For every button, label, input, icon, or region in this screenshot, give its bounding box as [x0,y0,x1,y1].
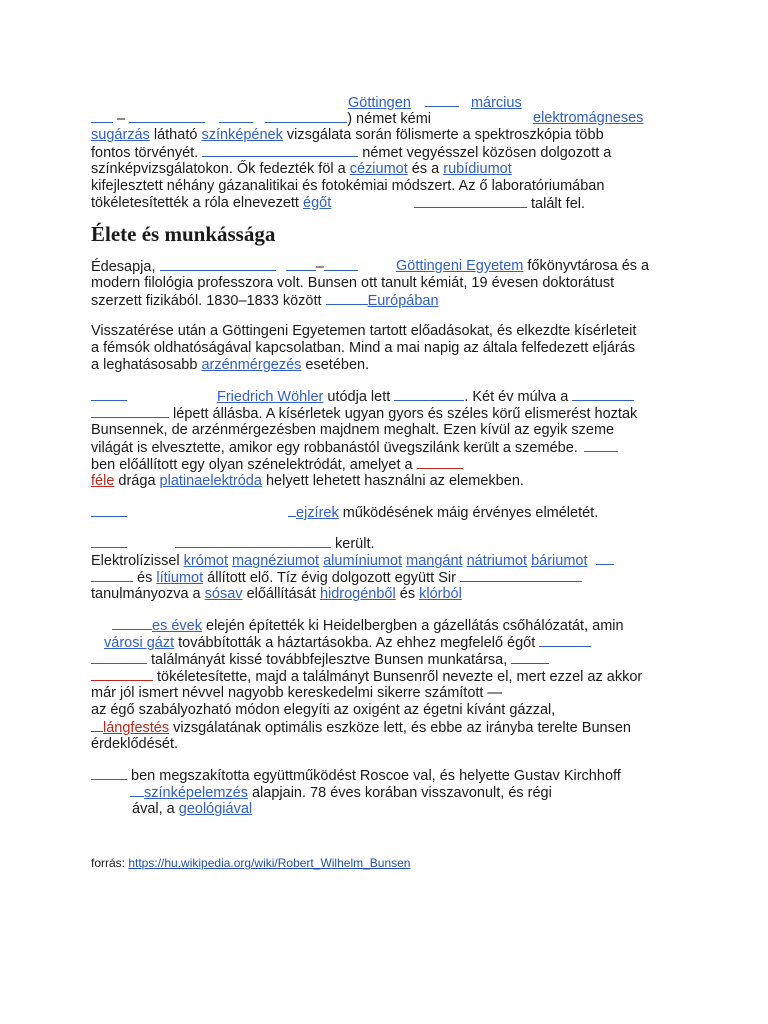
text: érdeklődését. [91,736,179,752]
text: ával, a [132,801,179,817]
text: már jól ismert névvel nagyobb kereskedelmi sikerre számított — [91,685,502,701]
blank [286,258,316,271]
blank [219,110,253,123]
source-link[interactable]: https://hu.wikipedia.org/wiki/Robert_Wilhelm_Bunsen [128,856,411,870]
text: a fémsók oldhatóságával kapcsolatban. Mind a mai napig az általa felfedezett eljárás [91,340,636,356]
blank [584,439,618,452]
intro-line-3 [91,127,604,144]
blank [326,292,368,305]
p3-line-4 [91,439,618,457]
text: szerzett fizikából. 1830–1833 között [91,293,326,309]
blank [324,258,358,271]
source-line [91,856,410,870]
p5-line-3 [91,569,582,587]
blank [265,110,347,123]
text: drága [114,473,160,489]
p4-line-1-right [288,504,598,522]
text: színképvizsgálatokon. Ők fedezték föl a [91,161,350,177]
link-sugarzas[interactable]: sugárzás [91,127,150,143]
link-natriumot[interactable]: nátriumot [466,553,528,569]
blank [91,110,113,123]
p6-line-6 [91,702,555,719]
blank [160,258,276,271]
p1-line-2 [91,275,614,292]
text: Visszatérése után a Göttingeni Egyetemen tartott előadásokat, és elkezdte kísérleteit [91,323,637,339]
p6-line-3 [91,651,549,669]
p7-line-3 [132,801,252,818]
blank [91,388,127,401]
blank [417,456,463,469]
text: továbbították a háztartásokba. Az ehhez megfelelő égőt [174,635,540,651]
intro-line-2 [91,110,431,128]
p6-line-8 [91,736,178,753]
text: alapjain. 78 éves korában visszavonult, és régi [247,785,552,801]
p3-line-3 [91,422,614,439]
p7-line-2 [130,784,552,802]
blank [572,388,634,401]
p5-line-2 [91,552,614,570]
text: került. [331,536,375,552]
link-elektromagneses[interactable]: elektromágneses [533,110,644,126]
source-label: forrás: [91,856,129,870]
link-gottingeni-egyetem[interactable]: Göttingeni Egyetem [396,258,524,274]
section-heading: Élete és munkássága [91,222,276,246]
blank [202,144,358,157]
blank [91,535,127,548]
p6-line-5 [91,685,502,702]
link-friedrich-wohler[interactable]: Friedrich Wöhler [217,389,324,405]
p5-line-1-right [175,535,375,553]
blank [414,195,527,208]
blank [288,504,296,517]
text: a leghatásosabb [91,357,202,373]
text: tökéletesítette, majd a találmányt Bunsenről nevezte el, mert ezzel az akkor [153,669,643,685]
intro-line-2-right [533,110,643,127]
link-kromot[interactable]: krómot [183,553,228,569]
blank [175,535,331,548]
link-varosi-gazt[interactable]: városi gázt [104,635,175,651]
p3-line-6 [91,473,524,490]
p6-line-2 [104,634,591,652]
intro-line-7-right [414,195,585,213]
intro-line-6 [91,178,604,195]
blank [91,767,127,780]
link-mangant[interactable]: mangánt [406,553,463,569]
link-magneziumot[interactable]: magnéziumot [232,553,320,569]
blank [91,504,127,517]
text: . Két év múlva a [464,389,573,405]
link-egot[interactable]: égőt [303,195,332,211]
text: ben megszakította együttműködést Roscoe val, és helyette Gustav Kirchhoff [127,768,621,784]
text: Bunsennek, de arzénmérgezésben majdnem meghalt. Ezen kívül az egyik szeme [91,422,615,438]
blank [460,569,582,582]
p3-line-1-right [217,388,634,406]
p6-line-7 [91,719,631,737]
link-es-evek[interactable]: es évek [152,618,202,634]
p2-line-3 [91,357,369,374]
text: – [315,259,324,275]
blank [129,110,205,123]
link-ceziumot[interactable]: céziumot [349,161,408,177]
text: lépett állásba. A kísérletek ugyan gyors és széles körű elismerést hoztak [169,406,638,422]
blank [596,552,614,565]
text: elején építették ki Heidelbergben a gázellátás csőhálózatát, amin [201,618,624,634]
text: Édesapja, [91,259,160,275]
link-bariumot[interactable]: báriumot [531,553,588,569]
blank [511,651,549,664]
intro-line-4 [91,144,611,162]
text: működésének máig érvényes elméletét. [338,505,599,521]
p3-line-2 [91,405,637,423]
p1-line-1-right [396,258,649,275]
blank [91,651,147,664]
text: főkönyvtárosa és a [523,258,650,274]
link-aluminiumot[interactable]: alumíniumot [323,553,403,569]
p2-line-1 [91,323,636,340]
link-geologiaval[interactable]: geológiával [178,801,253,817]
text: kifejlesztett néhány gázanalitikai és fotokémiai módszert. Az ő laboratóriumában [91,178,605,194]
text: ben előállított egy olyan szénelektródát, amelyet a [91,457,417,473]
blank [130,784,144,797]
text: látható [149,127,202,143]
text: vizsgálata során fölismerte a spektroszkópia több [282,127,604,143]
text: helyett lehetett használni az elemekben. [261,473,524,489]
blank [91,719,103,732]
text: világát is elvesztette, amikor egy robbanástól üvegszilánk került a szemébe. [91,440,578,456]
link-gejzirek[interactable]: ejzírek [296,505,339,521]
p1-line-3 [91,292,439,310]
p7-line-1 [91,767,621,785]
link-marcius[interactable]: március [470,95,522,111]
p3-line-5 [91,456,463,474]
link-sosav[interactable]: sósav [204,586,243,602]
text: talált fel. [527,196,586,212]
text: tanulmányozva a [91,586,205,602]
p2-line-2 [91,340,635,357]
text: utódja lett [323,389,395,405]
text: tökéletesítették a róla elnevezett [91,195,303,211]
intro-line-7 [91,195,331,212]
text: – [117,111,126,127]
text: esetében. [301,357,370,373]
blank [425,94,459,107]
p6-line-1 [112,617,624,635]
link-litiumot[interactable]: lítiumot [156,570,204,586]
p6-line-4 [91,668,642,686]
blank [394,388,464,401]
link-rubidiumot[interactable]: rubídiumot [443,161,512,177]
text: Elektrolízissel [91,553,184,569]
intro-line-5 [91,161,512,178]
blank [91,569,133,582]
link-platinaelektroda[interactable]: platinaelektróda [159,473,262,489]
p5-line-4 [91,586,462,603]
blank [539,634,591,647]
link-szinkepenek[interactable]: színképének [201,127,283,143]
blank [91,405,169,418]
link-gottingen[interactable]: Göttingen [348,95,411,111]
text: állított elő. Tíz évig dolgozott együtt Sir [203,570,460,586]
link-arzenmergezes[interactable]: arzénmérgezés [201,357,302,373]
blank [112,617,152,630]
link-fele[interactable]: féle [91,473,115,489]
text: ) német kémi [347,111,432,127]
p5-line-1 [91,535,127,553]
link-langfestes[interactable]: lángfestés [103,720,170,736]
text: előállítását [242,586,320,602]
text: és [395,586,420,602]
link-klorbol[interactable]: klórból [419,586,462,602]
text: és [133,570,157,586]
text: német vegyésszel közösen dolgozott a [358,145,612,161]
blank [91,668,153,681]
text: modern filológia professzora volt. Bunsen ott tanult kémiát, 19 évesen doktorátust [91,275,615,291]
text: fontos törvényét. [91,145,203,161]
link-europaban[interactable]: Európában [367,293,439,309]
link-hidrogenbol[interactable]: hidrogénből [319,586,396,602]
p1-line-1 [91,258,358,276]
text: vizsgálatának optimális eszköze lett, és ebbe az irányba terelte Bunsen [169,720,631,736]
text: az égő szabályozható módon elegyíti az oxigént az égetni kívánt gázzal, [91,702,556,718]
link-szinkepelemzes[interactable]: színképelemzés [144,785,248,801]
text: találmányát kissé továbbfejlesztve Bunsen munkatársa, [147,652,512,668]
p3-line-1 [91,388,127,406]
text: és a [407,161,444,177]
p4-line-1 [91,504,127,522]
